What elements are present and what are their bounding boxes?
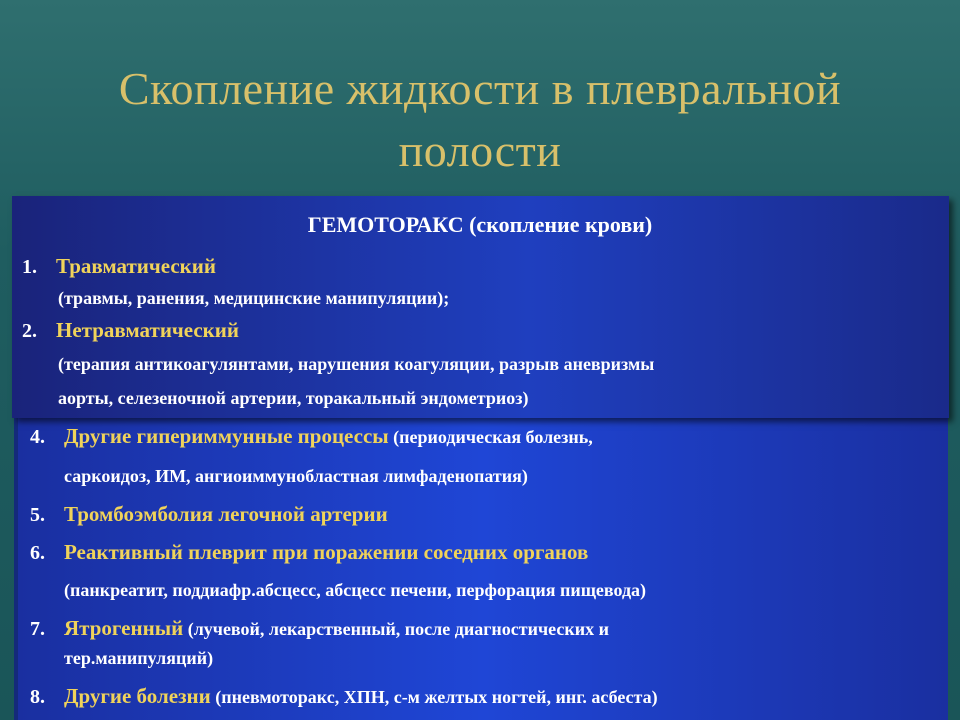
- item-number: 6.: [30, 542, 45, 564]
- item-number: 4.: [30, 426, 45, 448]
- list-item-4-cont: [64, 466, 528, 487]
- item-label: Тромбоэмболия легочной артерии: [64, 502, 388, 526]
- front-heading: [0, 212, 960, 238]
- item-number: 1.: [22, 256, 37, 278]
- item-detail-cont: аорты, селезеночной артерии, торакальный эндометриоз): [58, 388, 529, 408]
- item-detail: (травмы, ранения, медицинские манипуляции);: [58, 288, 450, 308]
- item-number: 8.: [30, 686, 45, 708]
- item-label: Реактивный плеврит при поражении соседних органов: [64, 540, 589, 564]
- item-number: 5.: [30, 504, 45, 526]
- item-label: Ятрогенный: [64, 616, 184, 640]
- item-detail: (терапия антикоагулянтами, нарушения коагуляции, разрыв аневризмы: [58, 354, 655, 374]
- item-detail: (пневмоторакс, ХПН, с-м желтых ногтей, инг. асбеста): [210, 687, 658, 707]
- list-item-7: [30, 616, 609, 641]
- front-item-2-detail: [58, 354, 654, 375]
- list-item-8: [30, 684, 658, 709]
- item-label: Травматический: [56, 254, 216, 278]
- list-item-7-cont: [64, 648, 213, 669]
- item-number: 2.: [22, 320, 37, 342]
- list-item-6-cont: [64, 580, 646, 601]
- list-item-6: [30, 540, 588, 565]
- front-item-1-detail: [58, 288, 449, 309]
- front-item-1: [22, 254, 216, 279]
- item-detail-cont: (панкреатит, поддиафр.абсцесс, абсцесс печени, перфорация пищевода): [64, 580, 647, 600]
- item-detail-cont: саркоидоз, ИМ, ангиоиммунобластная лимфаденопатия): [64, 466, 528, 486]
- heading-bold: ГЕМОТОРАКС: [307, 212, 464, 237]
- item-detail: (лучевой, лекарственный, после диагностических и: [183, 619, 609, 639]
- item-label: Другие гипериммунные процессы: [64, 424, 389, 448]
- heading-rest: (скопление крови): [463, 212, 653, 237]
- item-label: Нетравматический: [56, 318, 239, 342]
- list-item-4: [30, 424, 593, 449]
- item-number: 7.: [30, 618, 45, 640]
- item-detail-cont: тер.манипуляций): [64, 648, 214, 668]
- front-item-2-detail-cont: [58, 388, 528, 409]
- item-detail: (периодическая болезнь,: [388, 427, 593, 447]
- slide-title: [0, 58, 960, 182]
- list-item-5: [30, 502, 388, 527]
- item-label: Другие болезни: [64, 684, 211, 708]
- slide-title-line1: Скопление жидкости в плевральной: [118, 63, 842, 114]
- slide-title-line2: полости: [398, 125, 562, 176]
- front-item-2: [22, 318, 239, 343]
